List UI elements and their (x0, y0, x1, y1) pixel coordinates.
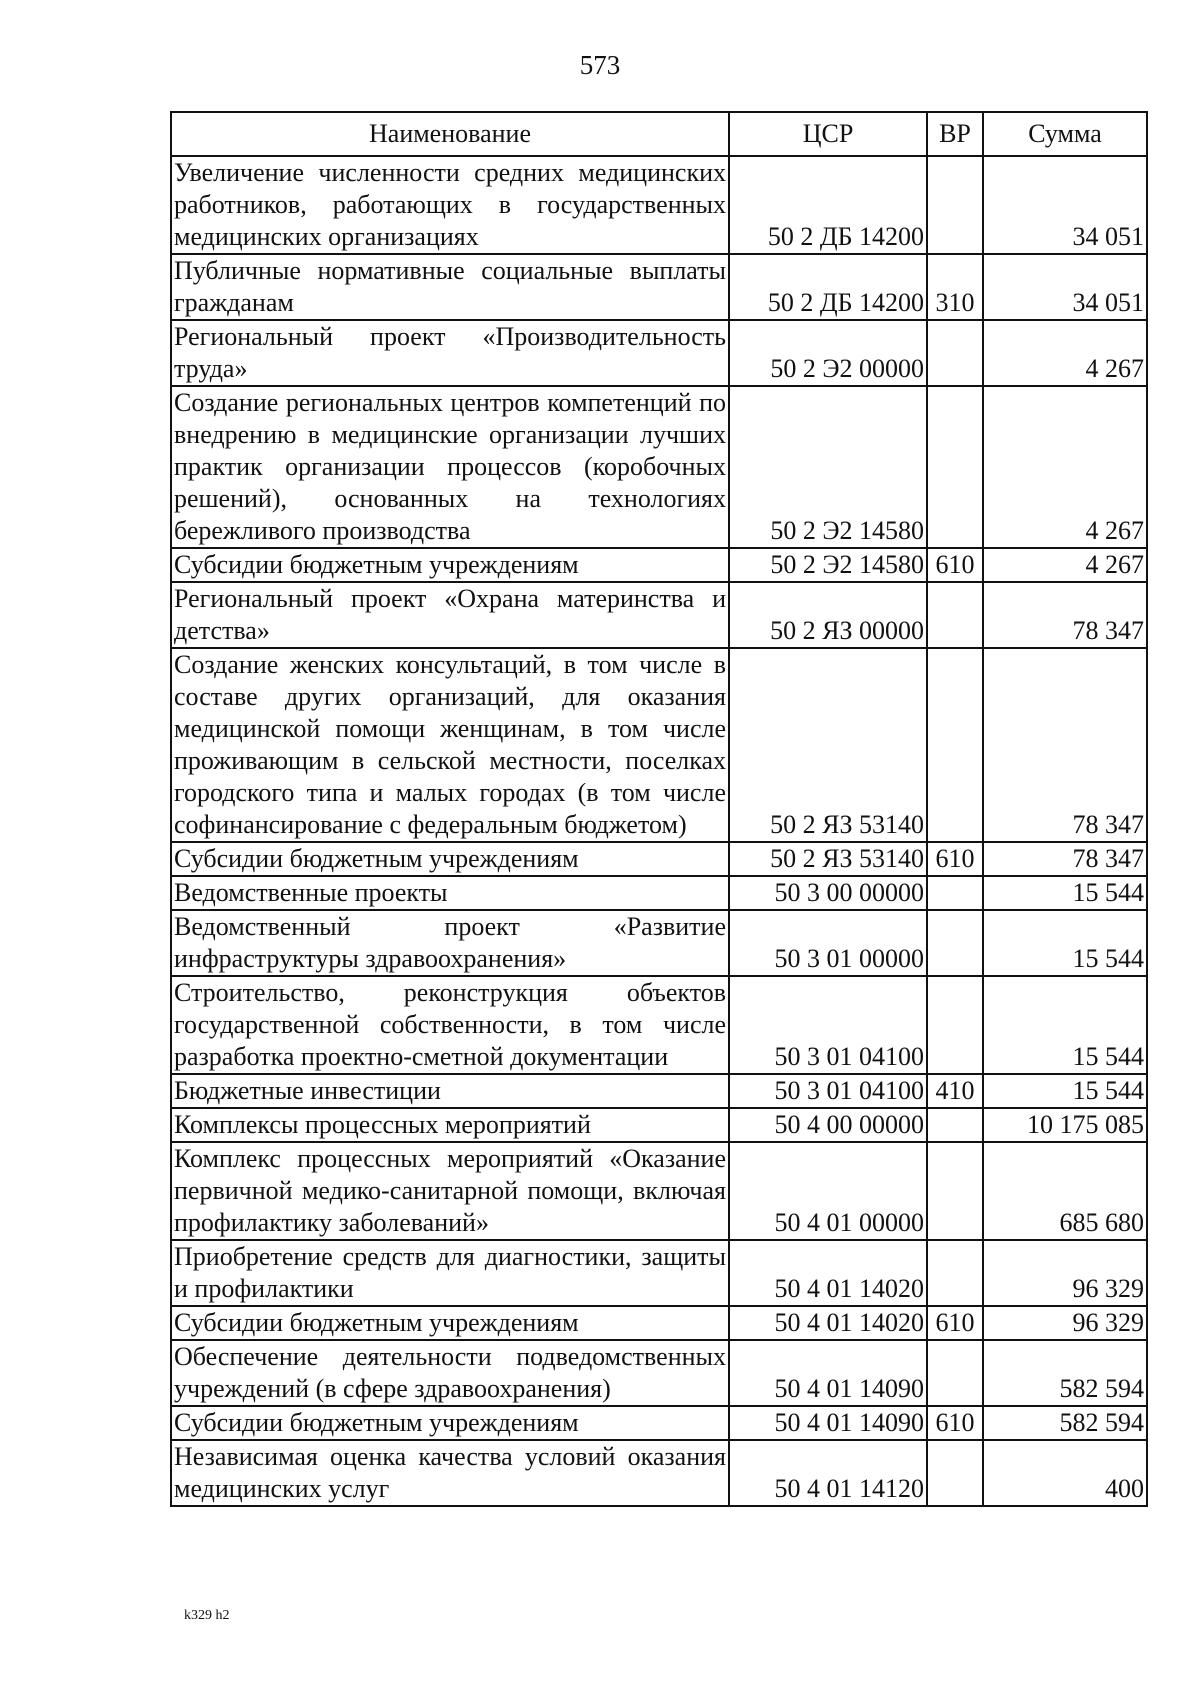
header-row (171, 112, 1147, 156)
row-name-cell: Строительство, реконструкция объектов государственной собственности, в том числе разработка проектно-сметной документации (171, 976, 729, 1074)
row-sum-cell: 78 347 (983, 648, 1147, 842)
row-vr-cell (927, 910, 983, 976)
row-vr-cell: 610 (927, 1306, 983, 1340)
header-vr: ВР (927, 112, 983, 156)
row-sum-cell: 96 329 (983, 1306, 1147, 1340)
table-row (171, 842, 1147, 876)
row-csr-cell: 50 2 ДБ 14200 (729, 156, 927, 254)
row-sum-cell: 15 544 (983, 1074, 1147, 1108)
row-csr-cell: 50 4 01 14020 (729, 1240, 927, 1306)
row-csr-cell: 50 3 01 04100 (729, 1074, 927, 1108)
table-row (171, 1340, 1147, 1406)
table-row (171, 1306, 1147, 1340)
row-csr-cell: 50 2 ЯЗ 53140 (729, 648, 927, 842)
row-name-cell: Комплекс процессных мероприятий «Оказание первичной медико-санитарной помощи, включая профилактику заболеваний» (171, 1142, 729, 1240)
table-row (171, 976, 1147, 1074)
row-csr-cell: 50 4 00 00000 (729, 1108, 927, 1142)
row-name-cell: Комплексы процессных мероприятий (171, 1108, 729, 1142)
row-vr-cell: 610 (927, 842, 983, 876)
table-row (171, 876, 1147, 910)
header-name: Наименование (171, 112, 729, 156)
header-sum: Сумма (983, 112, 1147, 156)
table-body (171, 156, 1147, 1506)
row-vr-cell: 310 (927, 254, 983, 320)
budget-table (170, 111, 1148, 1507)
row-vr-cell (927, 320, 983, 386)
row-name-cell: Независимая оценка качества условий оказания медицинских услуг (171, 1440, 729, 1506)
row-vr-cell (927, 876, 983, 910)
document-code: k329 h2 (184, 1608, 230, 1623)
row-sum-cell: 10 175 085 (983, 1108, 1147, 1142)
row-vr-cell (927, 582, 983, 648)
row-name-cell: Создание региональных центров компетенций по внедрению в медицинские организации лучших практик организации процессов (коробочных решений), основанных на технологиях бережливого производства (171, 386, 729, 548)
row-vr-cell (927, 976, 983, 1074)
row-name-cell: Приобретение средств для диагностики, защиты и профилактики (171, 1240, 729, 1306)
row-sum-cell: 15 544 (983, 876, 1147, 910)
row-name-cell: Бюджетные инвестиции (171, 1074, 729, 1108)
row-name-cell: Субсидии бюджетным учреждениям (171, 842, 729, 876)
row-sum-cell: 78 347 (983, 842, 1147, 876)
table-row (171, 648, 1147, 842)
table-row (171, 1440, 1147, 1506)
row-csr-cell: 50 4 01 14090 (729, 1406, 927, 1440)
row-name-cell: Субсидии бюджетным учреждениям (171, 1306, 729, 1340)
row-name-cell: Обеспечение деятельности подведомственных учреждений (в сфере здравоохранения) (171, 1340, 729, 1406)
row-csr-cell: 50 2 Э2 14580 (729, 548, 927, 582)
row-sum-cell: 400 (983, 1440, 1147, 1506)
row-name-cell: Региональный проект «Охрана материнства и детства» (171, 582, 729, 648)
table-row (171, 254, 1147, 320)
row-csr-cell: 50 4 01 00000 (729, 1142, 927, 1240)
row-sum-cell: 15 544 (983, 976, 1147, 1074)
table-row (171, 1142, 1147, 1240)
row-name-cell: Региональный проект «Производительность труда» (171, 320, 729, 386)
row-csr-cell: 50 2 ЯЗ 53140 (729, 842, 927, 876)
row-vr-cell: 610 (927, 548, 983, 582)
row-vr-cell: 610 (927, 1406, 983, 1440)
row-csr-cell: 50 2 Э2 14580 (729, 386, 927, 548)
row-sum-cell: 582 594 (983, 1340, 1147, 1406)
table-row (171, 910, 1147, 976)
table-row (171, 1406, 1147, 1440)
row-vr-cell (927, 1240, 983, 1306)
table-row (171, 548, 1147, 582)
row-name-cell: Субсидии бюджетным учреждениям (171, 1406, 729, 1440)
row-name-cell: Увеличение численности средних медицинских работников, работающих в государственных медицинских организациях (171, 156, 729, 254)
page-number: 573 (579, 50, 621, 80)
row-name-cell: Ведомственные проекты (171, 876, 729, 910)
row-vr-cell: 410 (927, 1074, 983, 1108)
row-sum-cell: 34 051 (983, 156, 1147, 254)
row-csr-cell: 50 3 00 00000 (729, 876, 927, 910)
row-sum-cell: 78 347 (983, 582, 1147, 648)
row-csr-cell: 50 2 ДБ 14200 (729, 254, 927, 320)
row-csr-cell: 50 2 Э2 00000 (729, 320, 927, 386)
table-row (171, 320, 1147, 386)
row-csr-cell: 50 3 01 00000 (729, 910, 927, 976)
row-vr-cell (927, 1142, 983, 1240)
row-csr-cell: 50 4 01 14090 (729, 1340, 927, 1406)
row-vr-cell (927, 386, 983, 548)
row-sum-cell: 4 267 (983, 548, 1147, 582)
table-row (171, 1240, 1147, 1306)
row-vr-cell (927, 1108, 983, 1142)
row-csr-cell: 50 4 01 14020 (729, 1306, 927, 1340)
row-sum-cell: 96 329 (983, 1240, 1147, 1306)
table-row (171, 1074, 1147, 1108)
header-csr: ЦСР (729, 112, 927, 156)
row-sum-cell: 4 267 (983, 320, 1147, 386)
row-sum-cell: 4 267 (983, 386, 1147, 548)
table-row (171, 156, 1147, 254)
row-sum-cell: 685 680 (983, 1142, 1147, 1240)
row-name-cell: Ведомственный проект «Развитие инфраструктуры здравоохранения» (171, 910, 729, 976)
row-vr-cell (927, 1440, 983, 1506)
row-vr-cell (927, 156, 983, 254)
row-sum-cell: 15 544 (983, 910, 1147, 976)
row-name-cell: Создание женских консультаций, в том числе в составе других организаций, для оказания медицинской помощи женщинам, в том числе проживающим в сельской местности, поселках городского типа и малых городах (в том числе софинансирование с федеральным бюджетом) (171, 648, 729, 842)
table-row (171, 386, 1147, 548)
row-name-cell: Публичные нормативные социальные выплаты гражданам (171, 254, 729, 320)
table-row (171, 1108, 1147, 1142)
row-sum-cell: 582 594 (983, 1406, 1147, 1440)
row-csr-cell: 50 3 01 04100 (729, 976, 927, 1074)
row-csr-cell: 50 4 01 14120 (729, 1440, 927, 1506)
row-name-cell: Субсидии бюджетным учреждениям (171, 548, 729, 582)
row-vr-cell (927, 648, 983, 842)
table-header (171, 112, 1147, 156)
row-sum-cell: 34 051 (983, 254, 1147, 320)
row-csr-cell: 50 2 ЯЗ 00000 (729, 582, 927, 648)
table-row (171, 582, 1147, 648)
row-vr-cell (927, 1340, 983, 1406)
